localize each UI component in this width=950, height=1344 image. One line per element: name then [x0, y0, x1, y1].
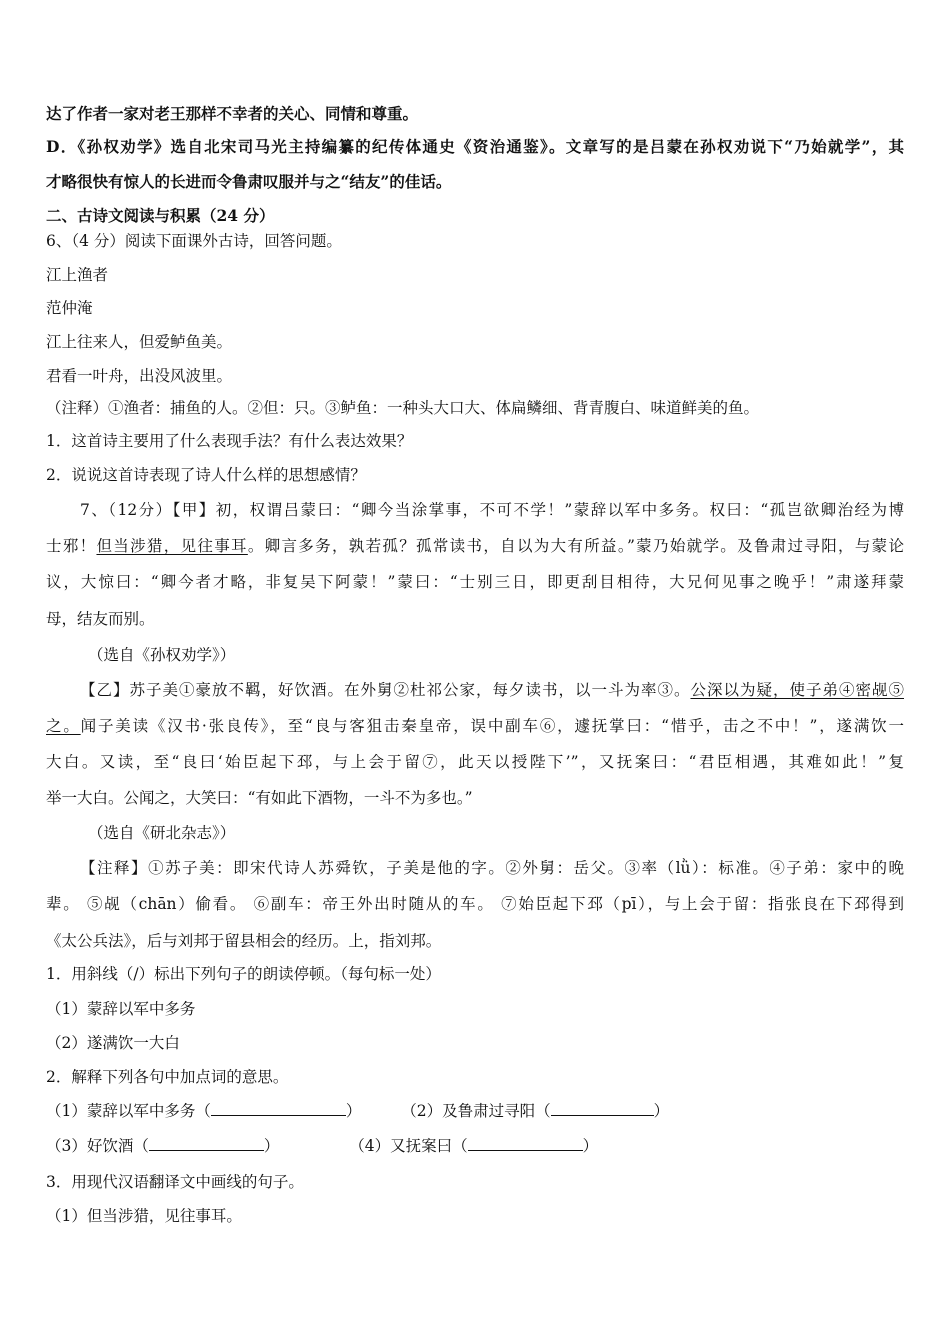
q7-sub-3: 3．用现代汉语翻译文中画线的句子。: [46, 1173, 304, 1191]
yi-source: （选自《研北杂志》）: [88, 824, 236, 842]
poem-line-1: 江上往来人，但爱鲈鱼美。: [46, 333, 233, 351]
answer-blank-4[interactable]: [468, 1136, 583, 1151]
yi-line-3: 大白。又读，至“良曰‘始臣起下邳，与上会于留⑦，此天以授陛下’”，又抚案曰：“君臣相遇，其难如此！”复: [46, 753, 904, 771]
q6-sub-2: 2．说说这首诗表现了诗人什么样的思想感情？: [46, 466, 366, 484]
close-paren: ）: [263, 1137, 280, 1155]
jia-line-3: 议，大惊曰：“卿今者才略，非复吴下阿蒙！”蒙曰：“士别三日，即更刮目相待，大兄何见事之晚乎！”肃遂拜蒙: [46, 573, 904, 591]
answer-blank-2[interactable]: [551, 1101, 654, 1116]
q7-sub-2b: （2）及鲁肃过寻阳（: [401, 1102, 551, 1120]
intro-line-3: 才略很快有惊人的长进而令鲁肃叹服并与之“结友”的佳话。: [46, 172, 452, 191]
yi-line-1: [80, 680, 904, 700]
jia-line-4: 母，结友而别。: [46, 610, 155, 628]
yi-line-1-pre: 【乙】苏子美①豪放不羁，好饮酒。在外舅②杜祁公家，每夕读书，以一斗为率③。: [80, 681, 691, 699]
jia-line-1: 7、（12分）【甲】初，权谓吕蒙曰：“卿今当涂掌事，不可不学！”蒙辞以军中多务。权曰：“孤岂欲卿治经为博: [80, 501, 904, 519]
poem-line-2: 君看一叶舟，出没风波里。: [46, 367, 233, 385]
jia-line-2: [46, 536, 904, 556]
q7-sub-2: 2．解释下列各句中加点词的意思。: [46, 1068, 289, 1086]
poem-title: 江上渔者: [46, 266, 109, 284]
answer-blank-3[interactable]: [149, 1136, 264, 1151]
underlined-sentence-2b: 之。: [46, 717, 81, 735]
q7-sub-2d: （4）又抚案曰（: [349, 1137, 468, 1155]
q7-sub-1b: （2）遂满饮一大白: [46, 1034, 180, 1052]
poem-note: （注释）①渔者：捕鱼的人。②但：只。③鲈鱼：一种头大口大、体扁鳞细、背青腹白、味道鲜美的鱼。: [46, 399, 760, 417]
q7-sub-1: 1．用斜线（/）标出下列句子的朗读停顿。（每句标一处）: [46, 965, 441, 983]
notes-line-1: 【注释】①苏子美：即宋代诗人苏舜钦，子美是他的字。②外舅：岳父。③率（lǜ）：标准。④子弟：家中的晚: [80, 859, 904, 877]
yi-line-4: 举一大白。公闻之，大笑曰：“有如此下酒物，一斗不为多也。”: [46, 789, 473, 807]
section-heading: 二、古诗文阅读与积累（24 分）: [46, 206, 275, 225]
notes-line-2: 辈。 ⑤觇（chān）偷看。 ⑥副车：帝王外出时随从的车。 ⑦始臣起下邳（pī），与上会于留：指张良在下邳得到: [46, 895, 904, 913]
notes-line-3: 《太公兵法》，后与刘邦于留县相会的经历。上，指刘邦。: [46, 932, 442, 950]
jia-source: （选自《孙权劝学》）: [88, 646, 236, 664]
q7-sub-2c: （3）好饮酒（: [46, 1137, 149, 1155]
yi-line-2-post: 闻子美读《汉书·张良传》，至“良与客狙击秦皇帝，误中副车⑥，遽抚掌曰：“惜乎，击之不中！”，遂满饮一: [80, 717, 904, 735]
intro-line-2: D．《孙权劝学》选自北宋司马光主持编纂的纪传体通史《资治通鉴》。文章写的是吕蒙在孙权劝说下“乃始就学”，其: [46, 137, 904, 156]
underlined-sentence-2a: 公深以为疑，使子弟④密觇⑤: [690, 681, 904, 699]
poem-author: 范仲淹: [46, 299, 93, 317]
q7-sub-2-row-2: [46, 1136, 904, 1156]
q7-sub-2a: （1）蒙辞以军中多务（: [46, 1102, 211, 1120]
intro-line-1: 达了作者一家对老王那样不幸者的关心、同情和尊重。: [46, 104, 419, 123]
q7-sub-1a: （1）蒙辞以军中多务: [46, 1000, 196, 1018]
jia-line-2-post: 。卿言多务，孰若孤？孤常读书，自以为大有所益。”蒙乃始就学。及鲁肃过寻阳，与蒙论: [247, 537, 904, 555]
jia-line-2-pre: 士邪！: [46, 537, 97, 555]
q7-sub-2-row-1: [46, 1101, 904, 1121]
close-paren: ）: [582, 1137, 599, 1155]
q6-heading: 6、（4 分）阅读下面课外古诗，回答问题。: [46, 232, 342, 250]
underlined-sentence-1: 但当涉猎，见往事耳: [96, 537, 248, 555]
close-paren: ）: [653, 1102, 670, 1120]
close-paren: ）: [345, 1102, 362, 1120]
yi-line-2: [46, 716, 904, 736]
q6-sub-1: 1．这首诗主要用了什么表现手法？有什么表达效果？: [46, 432, 413, 450]
answer-blank-1[interactable]: [211, 1101, 346, 1116]
q7-sub-3a: （1）但当涉猎，见往事耳。: [46, 1207, 242, 1225]
